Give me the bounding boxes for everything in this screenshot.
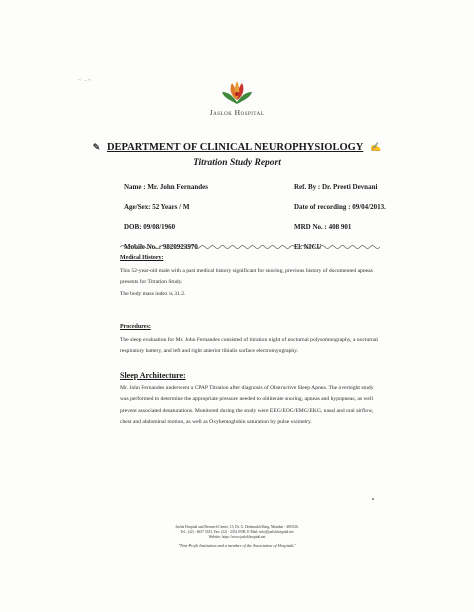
department-title: DEPARTMENT OF CLINICAL NEUROPHYSIOLOGY	[106, 142, 364, 153]
department-heading	[0, 142, 474, 153]
patient-info-left	[124, 182, 208, 262]
patient-name: Name : Mr. John Fernandes	[124, 183, 208, 191]
report-title: Titration Study Report	[193, 158, 281, 168]
corner-mark: ~ -~	[78, 78, 92, 84]
wavy-divider	[120, 244, 380, 250]
footer-address: Jaslok Hospital and Research Centre, 15, Dr. G. Deshmukh Marg, Mumbai - 400 026.	[175, 525, 299, 529]
procedures-text: The sleep evaluation for Mr. John Fernandes consisted of titration night of nocturnal polysomnography, a nocturnal respiratory battery, and left and right anterior tibialis surface electromyography.	[120, 337, 378, 355]
footer-contact: Tel.: (22) - 6657 3333, Fax: (22) - 2352 0508, E-Mail: info@jaslokhospital.net	[180, 530, 294, 535]
patient-mobile: Mobile No. : 9820923970	[124, 243, 198, 251]
ward-location: Fl. NICU	[294, 243, 322, 251]
patient-age-sex: Age/Sex: 52 Years / M	[124, 203, 190, 211]
medical-history-section	[120, 253, 380, 300]
hospital-logo-icon	[220, 80, 254, 106]
scan-speck	[372, 498, 374, 500]
medical-history-heading: Medical History:	[120, 255, 164, 261]
hospital-footer	[0, 525, 474, 548]
sleep-architecture-section	[120, 370, 380, 428]
recording-date: Date of recording : 09/04/2013.	[294, 203, 386, 211]
patient-info-right	[294, 182, 386, 262]
medical-history-text: This 52-year-old male with a past medical history significant for snoring, previous history of documented apneas presents for Titration Study.	[120, 268, 373, 286]
procedures-section	[120, 322, 380, 358]
hospital-header	[0, 80, 474, 117]
sleep-architecture-text: Mr. John Fernandes underwent a CPAP Titration after diagnosis of Obstructive Sleep Apnea. The overnight study was performed to determine the appropriate pressure needed to obliterate snoring, apneas and hypopneas, as well prevent associated desaturations. Monitored during the study were EEG/EOG/EMG/EKG, nasal and oral airflow, chest and abdominal motion, as well as Oxyhemoglobin saturation by pulse oximetry.	[120, 385, 374, 425]
referred-by: Ref. By : Dr. Preeti Devnani	[294, 183, 378, 191]
body-mass-index-text: The body mass index is 31.2.	[120, 290, 186, 297]
footer-website: Website: https://www.jaslokhospital.net	[208, 535, 266, 540]
pen-nib-left-icon: ✎	[92, 142, 101, 152]
sleep-architecture-heading: Sleep Architecture:	[120, 371, 186, 380]
procedures-heading: Procedures:	[120, 324, 151, 330]
patient-dob: DOB: 09/08/1960	[124, 223, 176, 231]
pen-nib-right-icon: ✍	[370, 142, 382, 152]
mrd-number: MRD No. : 408 901	[294, 223, 352, 231]
hospital-name: Jaslok Hospital	[209, 108, 265, 117]
footer-tagline: "Non-Profit Institution and a member of the Association of Hospitals"	[178, 542, 296, 548]
